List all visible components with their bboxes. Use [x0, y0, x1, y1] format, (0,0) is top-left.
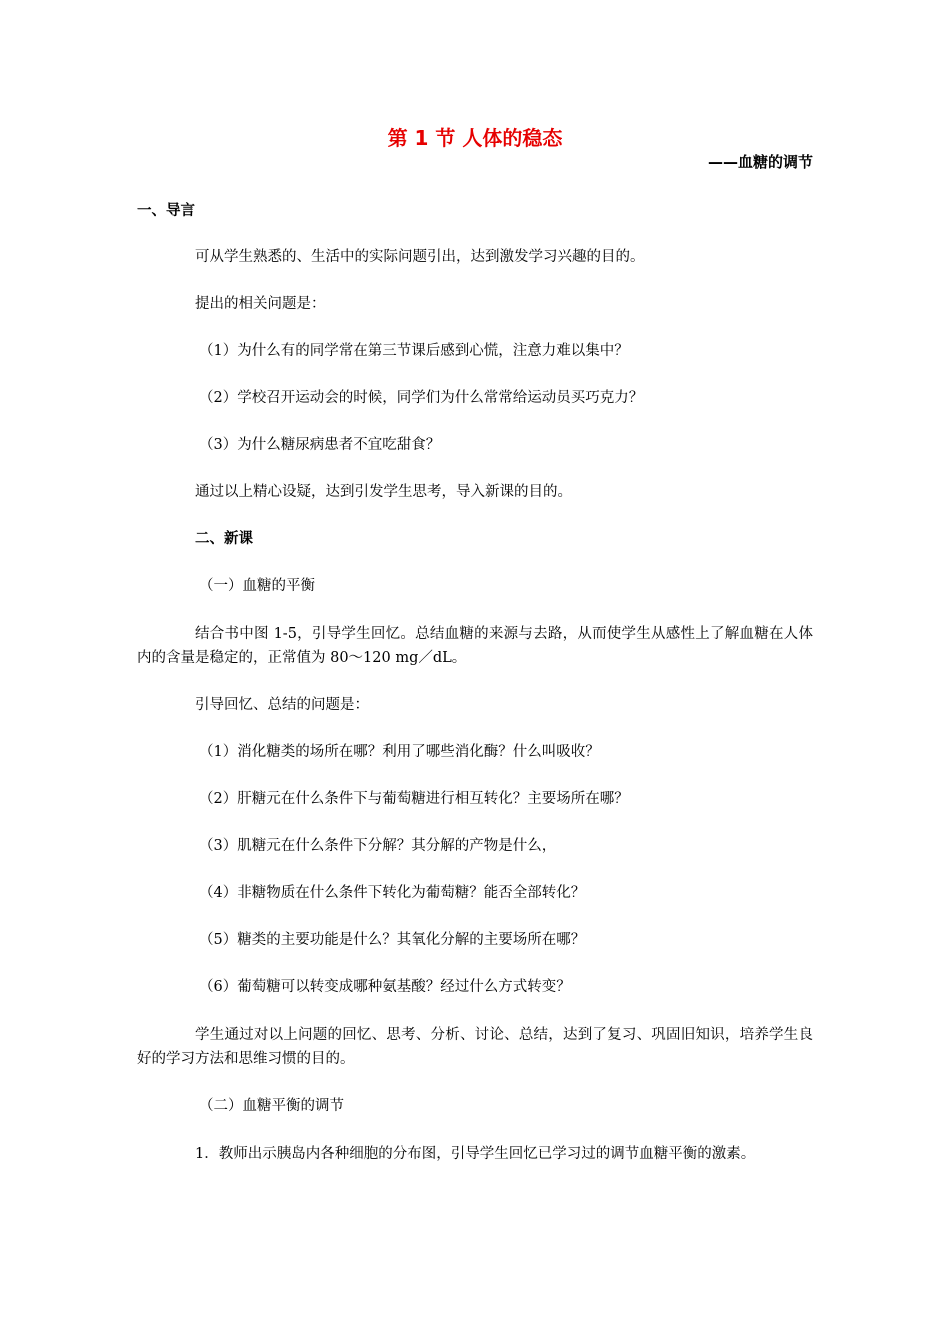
body-paragraph: 结合书中图 1-5，引导学生回忆。总结血糖的来源与去路，从而使学生从感性上了解血糖在人体内的含量是稳定的，正常值为 80～120 mg／dL。 [137, 626, 813, 666]
subsection-heading: （二）血糖平衡的调节 [199, 1098, 344, 1114]
body-paragraph: 1．教师出示胰岛内各种细胞的分布图，引导学生回忆已学习过的调节血糖平衡的激素。 [195, 1146, 756, 1162]
body-paragraph: 学生通过对以上问题的回忆、思考、分析、讨论、总结，达到了复习、巩固旧知识，培养学生良好的学习方法和思维习惯的目的。 [137, 1027, 813, 1067]
review-question: （1）消化糖类的场所在哪？利用了哪些消化酶？什么叫吸收？ [199, 744, 600, 760]
intro-question: （2）学校召开运动会的时候，同学们为什么常常给运动员买巧克力？ [199, 390, 644, 406]
page-subtitle: ——血糖的调节 [707, 153, 813, 171]
questions-label: 提出的相关问题是： [195, 296, 326, 312]
review-label: 引导回忆、总结的问题是： [195, 697, 369, 713]
section-heading-new-lesson: 二、新课 [195, 531, 253, 547]
review-question: （4）非糖物质在什么条件下转化为葡萄糖？能否全部转化？ [199, 885, 586, 901]
review-question: （3）肌糖元在什么条件下分解？其分解的产物是什么， [199, 838, 557, 854]
page-title: 第 1 节 人体的稳态 [387, 126, 563, 150]
intro-conclusion: 通过以上精心设疑，达到引发学生思考，导入新课的目的。 [195, 484, 572, 500]
intro-question: （3）为什么糖尿病患者不宜吃甜食？ [199, 437, 441, 453]
intro-paragraph: 可从学生熟悉的、生活中的实际问题引出，达到激发学习兴趣的目的。 [195, 249, 645, 265]
review-question: （5）糖类的主要功能是什么？其氧化分解的主要场所在哪？ [199, 932, 586, 948]
section-heading-intro: 一、导言 [137, 203, 195, 219]
review-question: （6）葡萄糖可以转变成哪种氨基酸？经过什么方式转变？ [199, 979, 571, 995]
subsection-heading: （一）血糖的平衡 [199, 578, 315, 594]
intro-question: （1）为什么有的同学常在第三节课后感到心慌，注意力难以集中？ [199, 343, 629, 359]
review-question: （2）肝糖元在什么条件下与葡萄糖进行相互转化？主要场所在哪？ [199, 791, 629, 807]
